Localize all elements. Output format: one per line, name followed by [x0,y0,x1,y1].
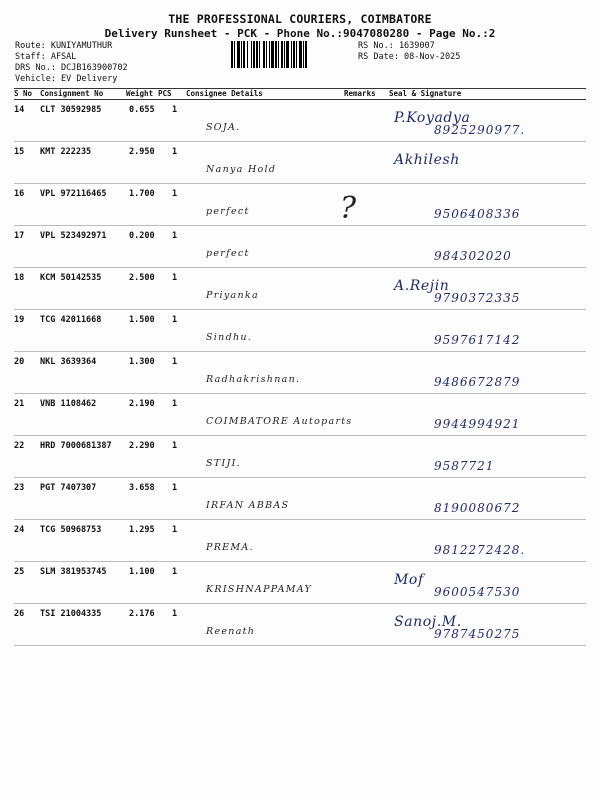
row-signature-phone: 984302020 [434,249,512,263]
row-pcs: 1 [172,399,178,409]
row-pcs: 1 [172,315,178,325]
row-consignment-no: TCG 50968753 [40,525,102,535]
row-consignment-no: PGT 7407307 [40,483,97,493]
table-row [14,100,586,142]
row-signature-phone: 9787450275 [434,627,521,641]
row-pcs: 1 [172,189,178,199]
table-row [14,520,586,562]
row-pcs: 1 [172,609,178,619]
row-weight: 1.700 [129,189,155,199]
row-consignment-no: VNB 1108462 [40,399,97,409]
table-row [14,142,586,184]
row-pcs: 1 [172,147,178,157]
rs-date: RS Date: 08-Nov-2025 [358,52,461,62]
col-remarks: Remarks [344,89,376,98]
table-row [14,268,586,310]
row-consignment-no: CLT 30592985 [40,105,102,115]
barcode [230,41,354,68]
col-seal-signature: Seal & Signature [389,89,462,98]
row-sno: 18 [14,273,25,283]
runsheet-table [14,88,586,641]
row-weight: 1.300 [129,357,155,367]
row-consignee-name: PREMA. [206,542,254,553]
table-row [14,310,586,352]
row-pcs: 1 [172,483,178,493]
table-row [14,352,586,394]
row-consignee-name: STIJI. [206,458,241,469]
col-consignee: Consignee Details [186,89,263,98]
table-row [14,562,586,604]
route-label: Route: KUNIYAMUTHUR [15,41,113,51]
row-sno: 20 [14,357,25,367]
drs-label: DRS No.: DCJB163900702 [15,63,128,73]
row-signature: A.Rejin [394,278,450,294]
row-consignment-no: NKL 3639364 [40,357,97,367]
row-signature: Sanoj.M. [394,614,462,630]
row-weight: 2.290 [129,441,155,451]
row-sno: 24 [14,525,25,535]
row-weight: 1.100 [129,567,155,577]
row-signature: Mof [394,572,424,588]
row-weight: 2.176 [129,609,155,619]
row-signature-phone: 9790372335 [434,291,521,305]
row-weight: 1.500 [129,315,155,325]
staff-label: Staff: AFSAL [15,52,77,62]
table-row [14,394,586,436]
row-signature: P.Koyadya [394,110,471,126]
row-sno: 23 [14,483,25,493]
row-consignment-no: KCM 50142535 [40,273,102,283]
row-weight: 2.190 [129,399,155,409]
col-consignment: Consignment No [40,89,104,98]
row-weight: 2.950 [129,147,155,157]
row-consignee-name: Sindhu. [206,332,253,343]
row-consignment-no: HRD 7000681387 [40,441,112,451]
row-signature-phone: 9944994921 [434,417,521,431]
row-pcs: 1 [172,441,178,451]
runsheet-info-right [358,41,460,63]
row-signature-phone: 9506408336 [434,207,521,221]
row-weight: 0.655 [129,105,155,115]
row-signature-phone: 8190080672 [434,501,521,515]
row-consignee-name: Nanya Hold [206,164,277,175]
table-row [14,604,586,646]
row-sno: 21 [14,399,25,409]
company-title: THE PROFESSIONAL COURIERS, COIMBATORE [168,12,432,26]
row-consignment-no: TSI 21004335 [40,609,102,619]
row-consignment-no: KMT 222235 [40,147,92,157]
row-pcs: 1 [172,273,178,283]
remarks-mark: ? [340,191,357,226]
col-pcs: PCS [158,89,172,98]
table-row [14,478,586,520]
row-pcs: 1 [172,357,178,367]
runsheet-subtitle: Delivery Runsheet - PCK - Phone No.:9047080280 - Page No.:2 [104,27,496,40]
row-signature-phone: 9597617142 [434,333,521,347]
row-signature-phone: 8925290977. [434,123,526,137]
table-row [14,226,586,268]
row-weight: 1.295 [129,525,155,535]
runsheet-info-left [15,41,128,85]
row-pcs: 1 [172,231,178,241]
table-header [14,88,586,99]
row-weight: 3.658 [129,483,155,493]
row-sno: 16 [14,189,25,199]
col-weight: Weight [126,89,154,98]
row-consignment-no: VPL 972116465 [40,189,107,199]
row-signature-phone: 9587721 [434,459,495,473]
row-consignee-name: perfect [206,206,250,217]
row-consignment-no: TCG 42011668 [40,315,102,325]
row-consignee-name: COIMBATORE Autoparts [206,416,353,427]
row-consignment-no: SLM 381953745 [40,567,107,577]
row-consignee-name: perfect [206,248,250,259]
table-row [14,184,586,226]
table-row [14,436,586,478]
row-sno: 17 [14,231,25,241]
rs-number: RS No.: 1639007 [358,41,435,51]
row-sno: 15 [14,147,25,157]
row-consignee-name: IRFAN ABBAS [206,500,290,511]
row-sno: 14 [14,105,25,115]
row-sno: 25 [14,567,25,577]
row-consignee-name: Priyanka [206,290,259,301]
row-consignee-name: Radhakrishnan. [206,374,301,385]
row-pcs: 1 [172,525,178,535]
row-signature-phone: 9486672879 [434,375,521,389]
row-weight: 0.200 [129,231,155,241]
row-sno: 26 [14,609,25,619]
row-consignee-name: KRISHNAPPAMAY [206,584,313,595]
row-consignee-name: SOJA. [206,122,241,133]
row-weight: 2.500 [129,273,155,283]
row-signature: Akhilesh [394,152,460,168]
row-sno: 22 [14,441,25,451]
row-consignee-name: Reenath [206,626,256,637]
row-signature-phone: 9600547530 [434,585,521,599]
vehicle-label: Vehicle: EV Delivery [15,74,118,84]
row-pcs: 1 [172,105,178,115]
row-signature-phone: 9812272428. [434,543,526,557]
row-consignment-no: VPL 523492971 [40,231,107,241]
row-sno: 19 [14,315,25,325]
row-pcs: 1 [172,567,178,577]
col-sno: S No [14,89,33,98]
